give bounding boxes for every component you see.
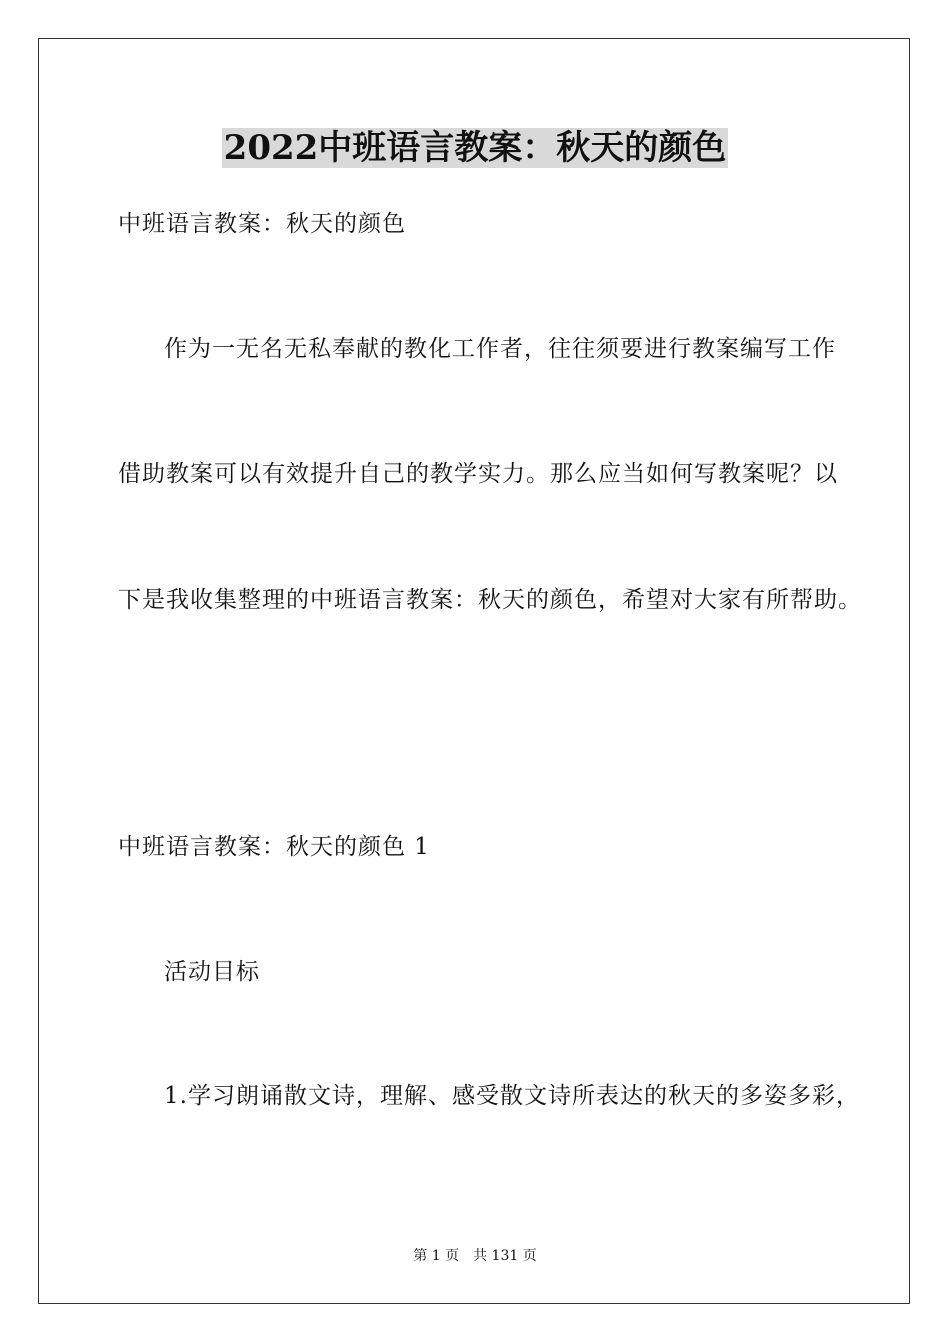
paragraph-line: 作为一无名无私奉献的教化工作者，往往须要进行教案编写工作 [164,336,836,362]
page-total: 共 131 页 [473,1248,537,1264]
paragraph-line: 1.学习朗诵散文诗，理解、感受散文诗所表达的秋天的多姿多彩， [164,1083,860,1109]
subtitle-line: 中班语言教案：秋天的颜色 [118,211,406,237]
page-footer [0,1246,950,1266]
section-heading: 中班语言教案：秋天的颜色 1 [118,834,430,860]
document-title [0,126,950,170]
paragraph-line: 借助教案可以有效提升自己的教学实力。那么应当如何写教案呢？以 [118,461,838,487]
subsection-heading: 活动目标 [164,959,260,985]
paragraph-line: 下是我收集整理的中班语言教案：秋天的颜色，希望对大家有所帮助。 [118,587,862,613]
document-title-text: 2022中班语言教案：秋天的颜色 [223,128,727,168]
page-number: 第 1 页 [413,1248,460,1264]
